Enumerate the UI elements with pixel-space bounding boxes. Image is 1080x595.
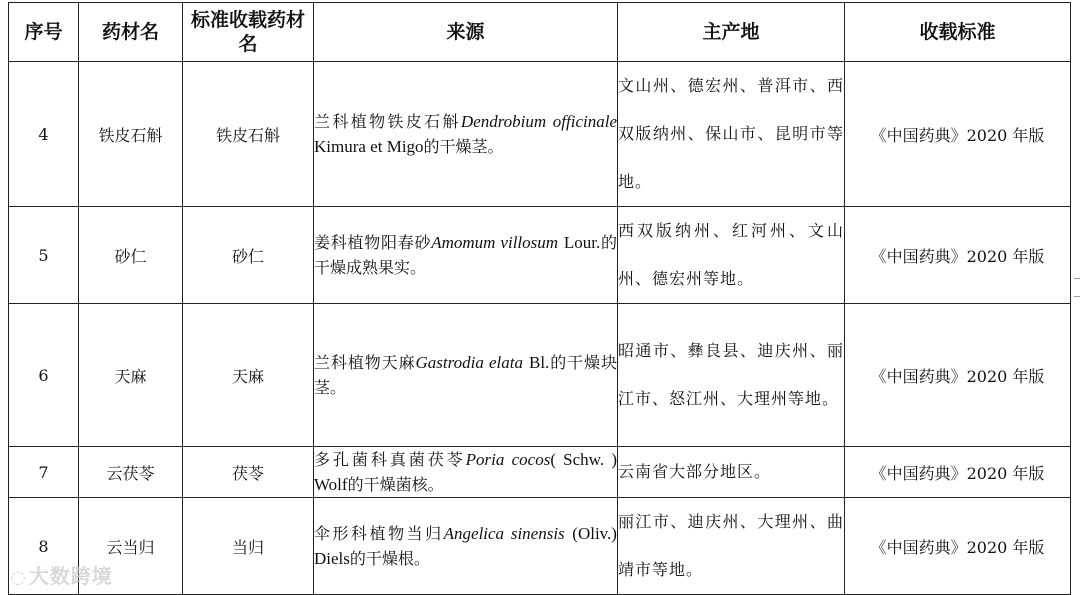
cell-std-name: 天麻 [183, 304, 314, 447]
table-header-row [9, 3, 1071, 62]
header-name: 药材名 [79, 3, 183, 62]
source-latin-name: Dendrobium officinale [460, 112, 617, 131]
source-author: Kimura et Migo [314, 137, 424, 156]
table-row [9, 447, 1071, 498]
source-part: 的干燥茎。 [423, 137, 504, 156]
cell-seq: 5 [9, 207, 79, 304]
source-author: Bl. [529, 353, 550, 372]
source-latin-name: Angelica sinensis [443, 524, 565, 543]
cell-standard: 《中国药典》2020 年版 [845, 447, 1071, 498]
cell-seq: 7 [9, 447, 79, 498]
source-text: 兰科植物铁皮石斛 [314, 112, 461, 131]
wechat-logo-icon: ◌ [10, 567, 27, 588]
cell-standard: 《中国药典》2020 年版 [845, 304, 1071, 447]
cell-name: 砂仁 [79, 207, 183, 304]
source-latin-name: Amomum villosum [431, 233, 559, 252]
header-standard: 收载标准 [845, 3, 1071, 62]
herb-standards-table [8, 2, 1071, 595]
cell-std-name: 砂仁 [183, 207, 314, 304]
table-row [9, 62, 1071, 207]
source-part: 的干燥菌核。 [347, 475, 444, 494]
cell-source [314, 304, 618, 447]
source-part: 的干燥块茎。 [314, 353, 617, 397]
watermark [10, 560, 113, 589]
cell-region: 丽江市、迪庆州、大理州、曲靖市等地。 [618, 498, 845, 595]
cell-region: 云南省大部分地区。 [618, 447, 845, 498]
cell-region: 西双版纳州、红河州、文山州、德宏州等地。 [618, 207, 845, 304]
page-edge-mark [1074, 278, 1080, 279]
cell-standard: 《中国药典》2020 年版 [845, 207, 1071, 304]
table-row [9, 304, 1071, 447]
cell-region: 昭通市、彝良县、迪庆州、丽江市、怒江州、大理州等地。 [618, 304, 845, 447]
source-latin-name: Poria cocos [465, 450, 551, 469]
cell-source [314, 498, 618, 595]
cell-standard: 《中国药典》2020 年版 [845, 62, 1071, 207]
cell-seq: 6 [9, 304, 79, 447]
source-text: 兰科植物天麻 [314, 353, 416, 372]
cell-name: 铁皮石斛 [79, 62, 183, 207]
source-latin-name: Gastrodia elata [415, 353, 523, 372]
cell-seq: 8 [9, 498, 79, 595]
header-std-name: 标准收载药材名 [183, 3, 314, 62]
source-author: (Oliv.) Diels [314, 524, 617, 568]
watermark-text: 大数跨境 [28, 564, 113, 588]
cell-std-name: 茯苓 [183, 447, 314, 498]
cell-std-name: 铁皮石斛 [183, 62, 314, 207]
header-region: 主产地 [618, 3, 845, 62]
source-part: 的干燥根。 [349, 549, 430, 568]
cell-name: 云当归 [79, 498, 183, 595]
table-row [9, 498, 1071, 595]
header-source: 来源 [314, 3, 618, 62]
cell-source [314, 207, 618, 304]
cell-standard: 《中国药典》2020 年版 [845, 498, 1071, 595]
source-author: ( Schw. ) Wolf [314, 450, 617, 494]
cell-source [314, 62, 618, 207]
source-text: 伞形科植物当归 [314, 524, 444, 543]
header-seq: 序号 [9, 3, 79, 62]
cell-name: 云茯苓 [79, 447, 183, 498]
page-edge-mark [1074, 296, 1080, 297]
table-row [9, 207, 1071, 304]
source-text: 姜科植物阳春砂 [314, 233, 432, 252]
cell-std-name: 当归 [183, 498, 314, 595]
cell-seq: 4 [9, 62, 79, 207]
cell-name: 天麻 [79, 304, 183, 447]
cell-source [314, 447, 618, 498]
source-part: 的干燥成熟果实。 [314, 233, 617, 277]
source-text: 多孔菌科真菌茯苓 [314, 450, 466, 469]
source-author: Lour. [563, 233, 601, 252]
cell-region: 文山州、德宏州、普洱市、西双版纳州、保山市、昆明市等地。 [618, 62, 845, 207]
